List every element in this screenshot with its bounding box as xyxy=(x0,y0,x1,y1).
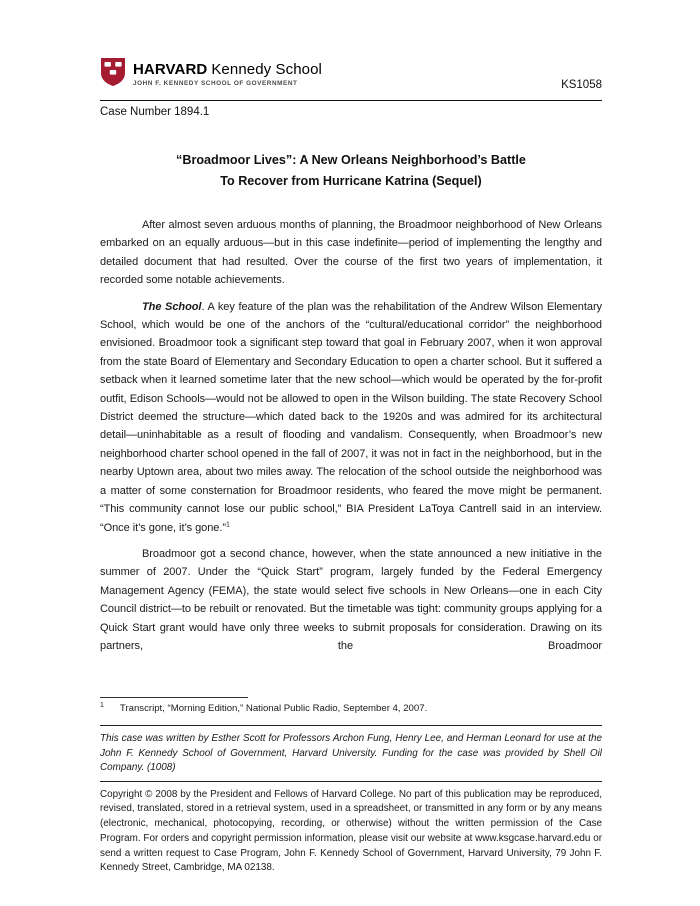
attribution-text: This case was written by Esther Scott for Professors Archon Fung, Henry Lee, and Herman Leonard for use at the John F. Kennedy School of Government, Harvard University. Funding for the case was provided by Shell Oil Company. (1008) xyxy=(100,733,602,774)
footnote-divider xyxy=(100,697,248,698)
logo-subtitle: JOHN F. KENNEDY SCHOOL OF GOVERNMENT xyxy=(133,80,298,87)
case-number: Case Number 1894.1 xyxy=(100,106,210,118)
harvard-shield-icon xyxy=(100,57,126,92)
footnote-text: Transcript, “Morning Edition,” National Public Radio, September 4, 2007. xyxy=(119,703,428,714)
paragraph-2-lead: The School xyxy=(142,300,202,313)
attribution-divider xyxy=(100,725,602,726)
copyright-divider xyxy=(100,781,602,782)
hks-logo xyxy=(100,57,322,92)
logo-text xyxy=(133,62,322,87)
title-line-1: “Broadmoor Lives”: A New Orleans Neighborhood’s Battle xyxy=(176,153,526,167)
copyright-text: Copyright © 2008 by the President and Fellows of Harvard College. No part of this publication may be reproduced, revised, translated, stored in a retrieval system, used in a spreadsheet, or transmitted in any form or by any means (electronic, mechanical, photocopying, recording, or otherwise) without the written permission of the Case Program. For orders and copyright permission information, please visit our website at www.ksgcase.harvard.edu or send a written request to Case Program, John F. Kennedy School of Government, Harvard University, 79 John F. Kennedy Street, Cambridge, MA 02138. xyxy=(100,788,602,874)
body-text xyxy=(100,216,602,663)
page-title xyxy=(100,150,602,192)
header-row xyxy=(100,57,602,92)
header-divider xyxy=(100,100,602,101)
footnote-block xyxy=(100,697,602,715)
paragraph-1: After almost seven arduous months of planning, the Broadmoor neighborhood of New Orleans embarked on an equally arduous—but in this case indefinite—period of implementing the lengthy and detailed document that had resulted. Over the course of the first two years of implementation, it recorded some notable achievements. xyxy=(100,219,602,287)
paragraph-2 xyxy=(100,298,602,537)
footnote-reference: 1 xyxy=(226,520,230,528)
logo-wordmark xyxy=(133,62,322,78)
logo-kennedy-school-text: Kennedy School xyxy=(211,61,322,78)
title-line-2: To Recover from Hurricane Katrina (Sequel) xyxy=(220,174,482,188)
paragraph-3: Broadmoor got a second chance, however, when the state announced a new initiative in the summer of 2007. Under the “Quick Start” program, largely funded by the Federal Emergency Management Agency (FEMA), the state would select five schools in New Orleans—one in each City Council district—to be rebuilt or renovated. But the timetable was tight: community groups applying for a Quick Start grant would have only three weeks to submit proposals for consideration. Drawing on its partners, the Broadmoor xyxy=(100,547,602,652)
page-footer xyxy=(100,697,602,876)
footnote-marker: 1 xyxy=(100,701,104,709)
logo-harvard-text: HARVARD xyxy=(133,61,208,78)
header xyxy=(100,57,602,118)
paragraph-2-text: . A key feature of the plan was the rehabilitation of the Andrew Wilson Elementary School, which would be one of the anchors of the “cultural/educational corridor” the neighborhood envisioned. Broadmoor took a significant step toward that goal in February 2007, when it won approval from the state Board of Elementary and Secondary Education to open a charter school. But it suffered a setback when it learned sometime later that the new school—which would be operated by the for-profit outfit, Edison Schools—would not be allowed to open in the Wilson building. The state Recovery School District deemed the structure—which dated back to the 1920s and was admired for its architectural detail—uninhabitable as a result of flooding and vandalism. Consequently, when Broadmoor’s new neighborhood charter school opened in the fall of 2007, it was not in fact in the neighborhood, but in the nearby Uptown area, about two miles away. The relocation of the school outside the neighborhood was a matter of some consternation for Broadmoor residents, who feared the move might be permanent. “This community cannot lose our public school,” BIA President LaToya Cantrell said in an interview. “Once it’s gone, it’s gone.” xyxy=(100,300,603,534)
footnote xyxy=(100,702,602,715)
document-code: KS1058 xyxy=(561,79,602,91)
